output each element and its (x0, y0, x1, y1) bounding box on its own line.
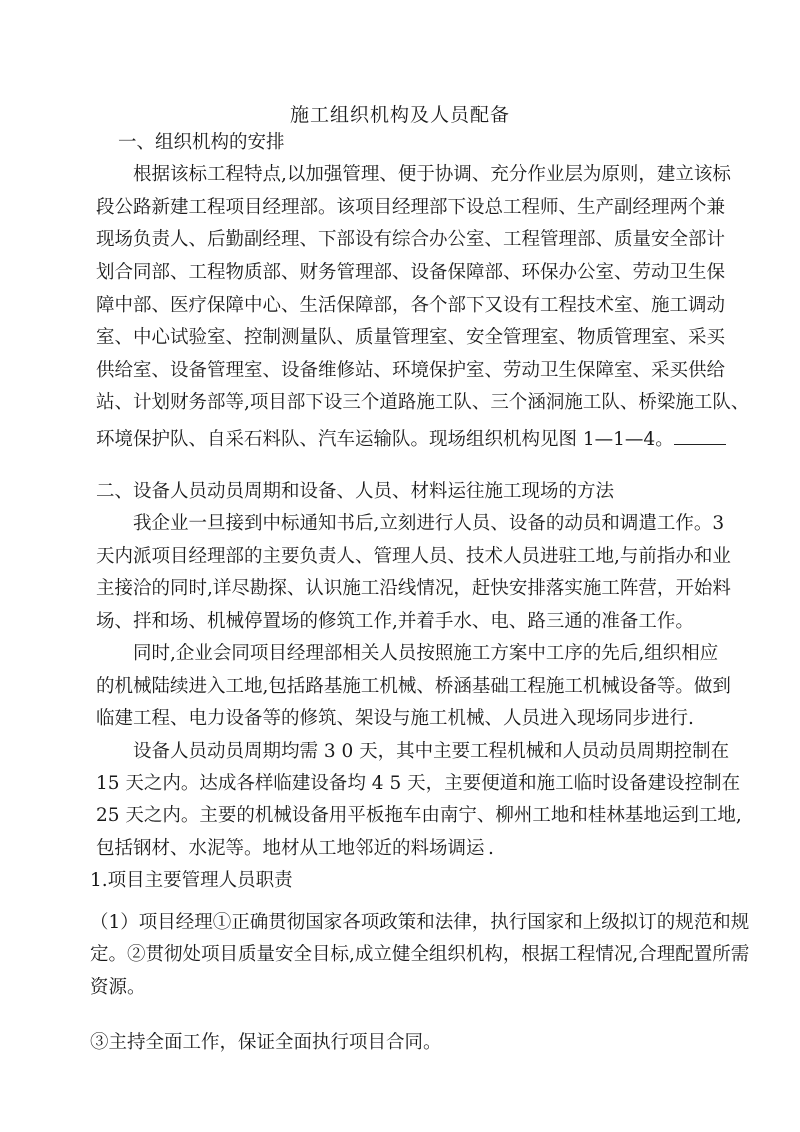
trailing-period: . (488, 838, 494, 859)
paragraph-line: 包括钢材、水泥等。地材从工地邻近的料场调运 (96, 838, 485, 859)
paragraph-line: 15 天之内。达成各样临建设备均 4 5 天，主要便道和施工临时设备建设控制在 (96, 773, 741, 794)
paragraph-line: 主接洽的同时,详尽勘探、认识施工沿线情况，赶快安排落实施工阵营，开始料 (96, 578, 731, 599)
paragraph-line-with-blank (96, 424, 726, 452)
paragraph-line: 我企业一旦接到中标通知书后,立刻进行人员、设备的动员和调遣工作。3 (133, 513, 725, 534)
paragraph-line: 室、中心试验室、控制测量队、质量管理室、安全管理室、物质管理室、采买 (96, 327, 726, 348)
paragraph-line: 天内派项目经理部的主要负责人、管理人员、技术人员进驻工地,与前指办和业 (96, 546, 731, 567)
paragraph-line: 的机械陆续进入工地,包括路基施工机械、桥涵基础工程施工机械设备等。做到 (96, 676, 731, 697)
paragraph-line: 段公路新建工程项目经理部。该项目经理部下设总工程师、生产副经理两个兼 (96, 197, 726, 218)
paragraph-line: 划合同部、工程物质部、财务管理部、设备保障部、环保办公室、劳动卫生保 (96, 262, 726, 283)
paragraph-line: 根据该标工程特点,以加强管理、便于协调、充分作业层为原则，建立该标 (133, 164, 731, 185)
paragraph-line: 定。②贯彻处项目质量安全目标,成立健全组织机构，根据工程情况,合理配置所需 (90, 944, 750, 965)
blank-underline (674, 424, 726, 445)
paragraph-line: （1）项目经理①正确贯彻国家各项政策和法律，执行国家和上级拟订的规范和规 (90, 912, 750, 933)
section-heading-1: 一、组织机构的安排 (118, 132, 285, 153)
paragraph-line: 场、拌和场、机械停置场的修筑工作,并着手水、电、路三通的准备工作。 (96, 611, 694, 632)
paragraph-line: ③主持全面工作，保证全面执行项目合同。 (90, 1032, 442, 1053)
section-heading-2: 二、设备人员动员周期和设备、人员、材料运往施工现场的方法 (96, 481, 615, 502)
paragraph-line: 设备人员动员周期均需 3 0 天，其中主要工程机械和人员动员周期控制在 (133, 741, 730, 762)
paragraph-line: 25 天之内。主要的机械设备用平板拖车由南宁、柳州工地和桂林基地运到工地, (96, 805, 742, 826)
paragraph-line: 供给室、设备管理室、设备维修站、环境保护室、劳动卫生保障室、采买供给 (96, 360, 726, 381)
paragraph-text: 环境保护队、自采石料队、汽车运输队。现场组织机构见图 1—1—4。 (96, 429, 674, 450)
paragraph-line: 站、计划财务部等,项目部下设三个道路施工队、三个涵洞施工队、桥梁施工队、 (96, 392, 750, 413)
paragraph-line: 同时,企业会同项目经理部相关人员按照施工方案中工序的先后,组织相应 (133, 643, 719, 664)
document-title: 施工组织机构及人员配备 (289, 104, 510, 126)
paragraph-line: 障中部、医疗保障中心、生活保障部，各个部下又设有工程技术室、施工调动 (96, 295, 726, 316)
section-heading-3: 1.项目主要管理人员职责 (90, 870, 293, 891)
paragraph-line: 资源。 (90, 977, 146, 998)
paragraph-line: 现场负责人、后勤副经理、下部设有综合办公室、工程管理部、质量安全部计 (96, 229, 726, 250)
paragraph-line: 临建工程、电力设备等的修筑、架设与施工机械、人员进入现场同步进行. (96, 708, 694, 729)
